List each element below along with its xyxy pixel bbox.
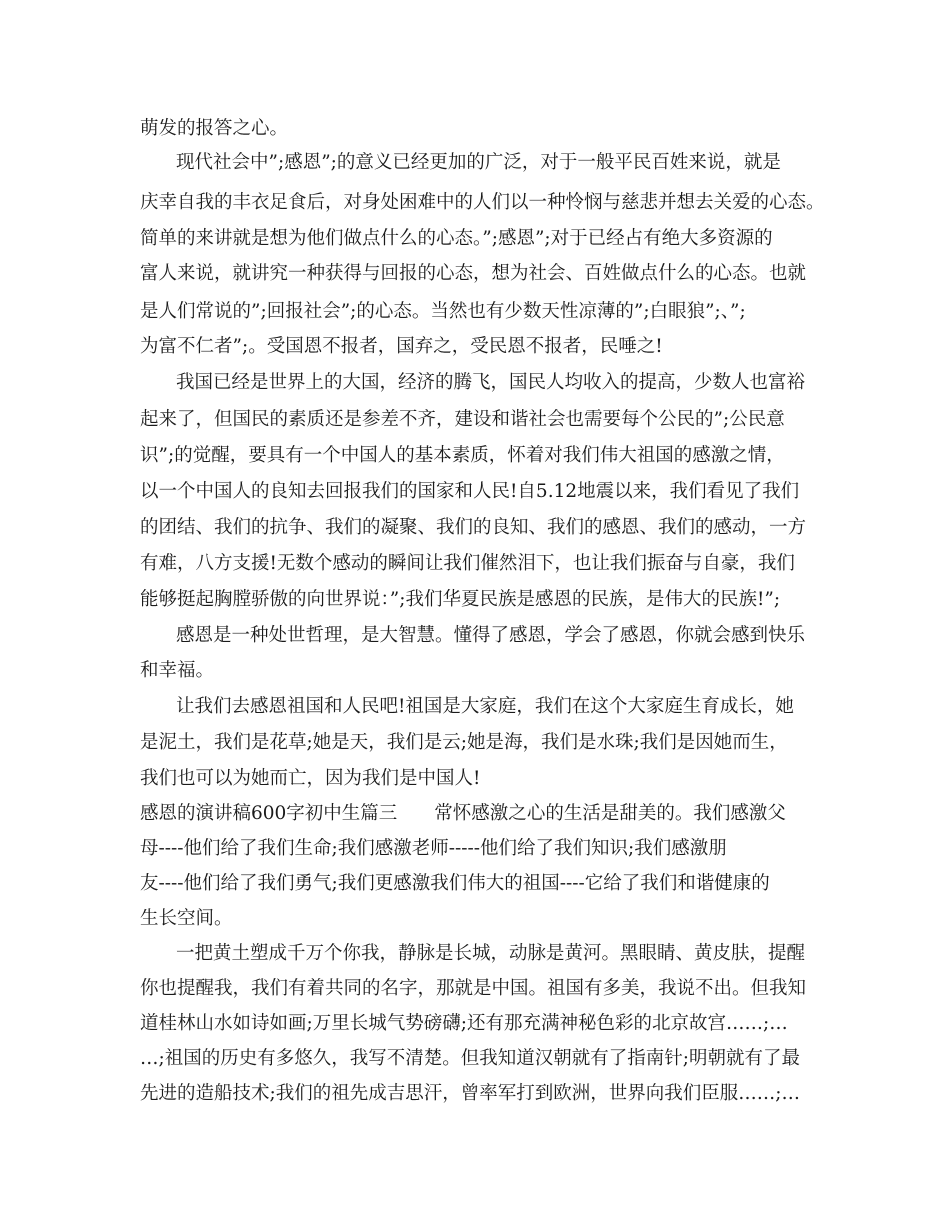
- text-line: 母----他们给了我们生命;我们感激老师-----他们给了我们知识;我们感激朋: [140, 838, 727, 859]
- text-line: 生长空间。: [140, 908, 233, 929]
- text-line: 识”;的觉醒，要具有一个中国人的基本素质，怀着对我们伟大祖国的感激之情，: [140, 445, 785, 466]
- paragraph-start-line: 我国已经是世界上的大国，经济的腾飞，国民人均收入的提高，少数人也富裕: [176, 372, 806, 393]
- paragraph-start-line: 让我们去感恩祖国和人民吧!祖国是大家庭，我们在这个大家庭生育成长，她: [176, 696, 794, 717]
- text-line: 我们也可以为她而亡，因为我们是中国人!: [140, 768, 481, 789]
- paragraph-start-line: 感恩是一种处世哲理，是大智慧。懂得了感恩，学会了感恩，你就会感到快乐: [176, 625, 806, 646]
- text-line: …;祖国的历史有多悠久，我写不清楚。但我知道汉朝就有了指南针;明朝就有了最: [140, 1048, 800, 1069]
- text-line: 友----他们给了我们勇气;我们更感激我们伟大的祖国----它给了我们和谐健康的: [140, 873, 770, 894]
- text-line: 以一个中国人的良知去回报我们的国家和人民!自5.12地震以来，我们看见了我们: [140, 481, 800, 502]
- text-line: 是人们常说的”;回报社会”;的心态。当然也有少数天性凉薄的”;白眼狼”;、”;: [140, 301, 746, 322]
- text-line: 起来了，但国民的素质还是参差不齐，建设和谐社会也需要每个公民的”;公民意: [140, 409, 785, 430]
- text-line: 先进的造船技术;我们的祖先成吉思汗，曾率军打到欧洲，世界向我们臣服……;…: [140, 1083, 800, 1104]
- paragraph-start-line: 一把黄土塑成千万个你我，静脉是长城，动脉是黄河。黑眼睛、黄皮肤，提醒: [176, 943, 806, 964]
- text-line: 和幸福。: [140, 660, 215, 681]
- text-line: 是泥土，我们是花草;她是天，我们是云;她是海，我们是水珠;我们是因她而生，: [140, 732, 788, 753]
- paragraph-start-line: 现代社会中”;感恩”;的意义已经更加的广泛，对于一般平民百姓来说，就是: [176, 152, 781, 173]
- text-line: 有难，八方支援!无数个感动的瞬间让我们催然泪下，也让我们振奋与自豪，我们: [140, 553, 795, 574]
- text-line: 简单的来讲就是想为他们做点什么的心态。”;感恩”;对于已经占有绝大多资源的: [140, 228, 773, 249]
- text-line: 你也提醒我，我们有着共同的名字，那就是中国。祖国有多美，我说不出。但我知: [140, 978, 807, 999]
- text-line: 能够挺起胸膛骄傲的向世界说：”;我们华夏民族是感恩的民族，是伟大的民族!”;: [140, 589, 781, 610]
- text-line: 富人来说，就讲究一种获得与回报的心态，想为社会、百姓做点什么的心态。也就: [140, 263, 807, 284]
- text-line: 道桂林山水如诗如画;万里长城气势磅礴;还有那充满神秘色彩的北京故宫……;…: [140, 1013, 788, 1034]
- text-line: 庆幸自我的丰衣足食后，对身处困难中的人们以一种怜悯与慈悲并想去关爱的心态。: [140, 192, 825, 213]
- section-heading-line: 感恩的演讲稿600字初中生篇三 常怀感激之心的生活是甜美的。我们感激父: [140, 803, 786, 824]
- text-line: 为富不仁者”;。受国恩不报者，国弃之，受民恩不报者，民唾之!: [140, 336, 663, 357]
- text-line: 的团结、我们的抗争、我们的凝聚、我们的良知、我们的感恩、我们的感动，一方: [140, 517, 807, 538]
- text-line: 萌发的报答之心。: [140, 118, 289, 139]
